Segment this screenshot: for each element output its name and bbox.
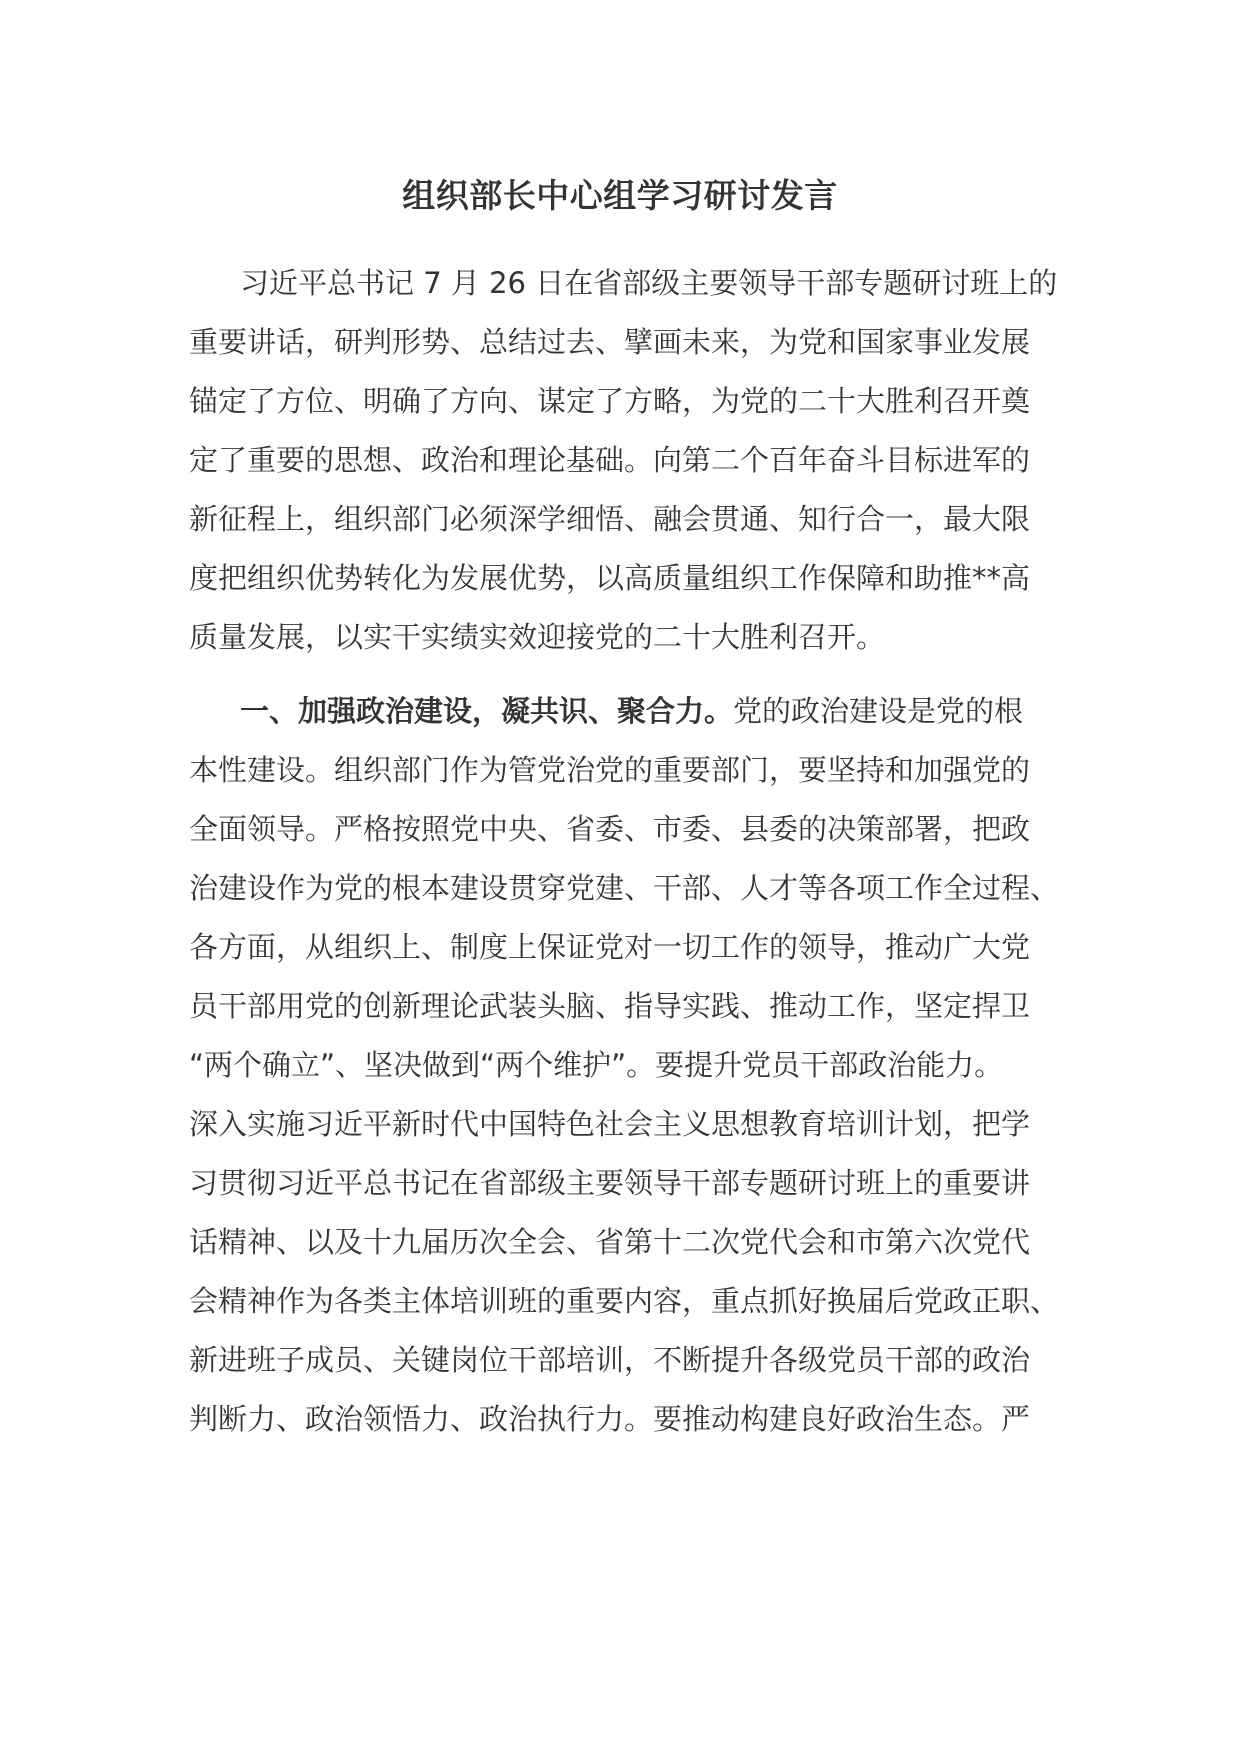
section-heading: 一、加强政治建设，凝共识、聚合力。: [240, 694, 734, 728]
document-title: 组织部长中心组学习研讨发言: [402, 176, 838, 215]
text-line: 质量发展，以实干实绩实效迎接党的二十大胜利召开。: [189, 620, 886, 654]
text-line: 习近平总书记 7 月 26 日在省部级主要领导干部专题研讨班上的: [240, 266, 1058, 300]
text-line: “两个确立”、坚决做到“两个维护”。要提升党员干部政治能力。: [189, 1048, 1004, 1082]
text-line: [240, 688, 1023, 734]
text-line: 判断力、政治领悟力、政治执行力。要推动构建良好政治生态。严: [189, 1402, 1031, 1436]
text-line: 新进班子成员、关键岗位干部培训，不断提升各级党员干部的政治: [189, 1343, 1031, 1377]
text-line: 员干部用党的创新理论武装头脑、指导实践、推动工作，坚定捍卫: [189, 989, 1031, 1023]
text-line: 本性建设。组织部门作为管党治党的重要部门，要坚持和加强党的: [189, 753, 1031, 787]
text-line: 重要讲话，研判形势、总结过去、擘画未来，为党和国家事业发展: [189, 325, 1031, 359]
text-line: 深入实施习近平新时代中国特色社会主义思想教育培训计划，把学: [189, 1107, 1031, 1141]
text-line: 锚定了方位、明确了方向、谋定了方略，为党的二十大胜利召开奠: [189, 384, 1031, 418]
text-line: 各方面，从组织上、制度上保证党对一切工作的领导，推动广大党: [189, 930, 1031, 964]
text-line: 全面领导。严格按照党中央、省委、市委、县委的决策部署，把政: [189, 812, 1031, 846]
text-line: 定了重要的思想、政治和理论基础。向第二个百年奋斗目标进军的: [189, 443, 1031, 477]
text-line: 习贯彻习近平总书记在省部级主要领导干部专题研讨班上的重要讲: [189, 1166, 1031, 1200]
text-line: 会精神作为各类主体培训班的重要内容，重点抓好换届后党政正职、: [189, 1284, 1060, 1318]
text-line: 治建设作为党的根本建设贯穿党建、干部、人才等各项工作全过程、: [189, 871, 1060, 905]
text-line: 度把组织优势转化为发展优势，以高质量组织工作保障和助推**高: [189, 561, 1031, 595]
text-line: 新征程上，组织部门必须深学细悟、融会贯通、知行合一，最大限: [189, 502, 1031, 536]
section-heading-continuation: 党的政治建设是党的根: [733, 694, 1024, 728]
text-line: 话精神、以及十九届历次全会、省第十二次党代会和市第六次党代: [189, 1225, 1031, 1259]
